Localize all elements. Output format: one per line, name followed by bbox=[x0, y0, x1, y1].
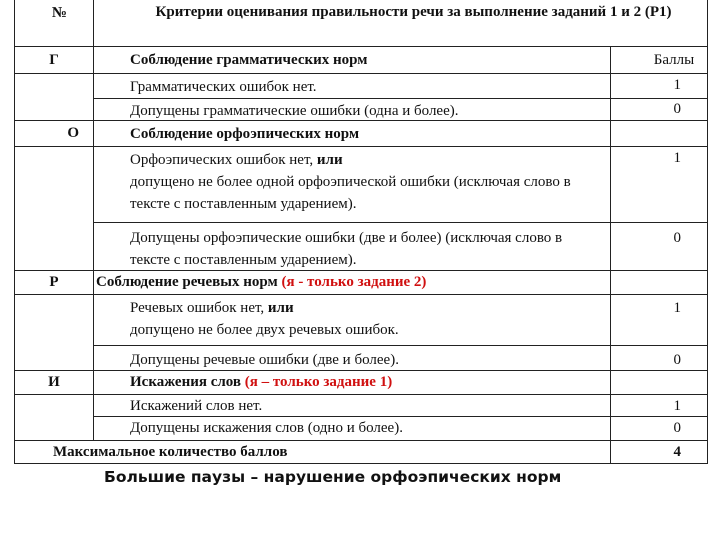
total-score: 4 bbox=[610, 440, 708, 464]
empty-cell bbox=[14, 294, 94, 371]
criterion-text: Искажений слов нет. bbox=[93, 394, 611, 417]
empty-cell bbox=[610, 270, 708, 295]
criterion-score: 1 bbox=[610, 146, 708, 223]
criterion-score: 0 bbox=[610, 98, 708, 121]
section-title-o: Соблюдение орфоэпических норм bbox=[93, 120, 611, 147]
empty-cell bbox=[14, 394, 94, 441]
criterion-text: Допущены грамматические ошибки (одна и более). bbox=[93, 98, 611, 121]
criterion-text: Допущены орфоэпические ошибки (две и более) (исключая слово в тексте с поставленным ударением). bbox=[93, 222, 611, 271]
section-title-g: Соблюдение грамматических норм bbox=[93, 46, 611, 74]
total-label: Максимальное количество баллов bbox=[14, 440, 611, 464]
criterion-text bbox=[93, 146, 611, 223]
section-code-o: О bbox=[14, 120, 94, 147]
header-num: № bbox=[14, 0, 94, 47]
criterion-score: 1 bbox=[610, 294, 708, 346]
criterion-text-part: допущено не более одной орфоэпической ошибки (исключая слово в тексте с поставленным ударением). bbox=[130, 174, 571, 212]
criterion-text: Допущены речевые ошибки (две и более). bbox=[93, 345, 611, 371]
section-title-text: Соблюдение речевых норм bbox=[96, 274, 278, 290]
or-keyword: или bbox=[316, 152, 343, 168]
criterion-score: 0 bbox=[610, 345, 708, 371]
section-note: (я - только задание 2) bbox=[281, 274, 427, 290]
criterion-score: 1 bbox=[610, 394, 708, 417]
criterion-text: Грамматических ошибок нет. bbox=[93, 73, 611, 99]
criterion-score: 1 bbox=[610, 73, 708, 99]
criterion-text-part: Речевых ошибок нет, bbox=[130, 300, 268, 316]
section-code-r: Р bbox=[14, 270, 94, 295]
empty-cell bbox=[610, 370, 708, 395]
criterion-text-part: Орфоэпических ошибок нет, bbox=[130, 152, 317, 168]
section-title-i bbox=[93, 370, 611, 395]
header-title: Критерии оценивания правильности речи за выполнение заданий 1 и 2 (Р1) bbox=[93, 0, 708, 47]
criterion-text-part: допущено не более двух речевых ошибок. bbox=[130, 322, 399, 338]
criterion-score: 0 bbox=[610, 416, 708, 441]
section-title-r bbox=[93, 270, 611, 295]
or-keyword: или bbox=[267, 300, 294, 316]
section-code-i: И bbox=[14, 370, 94, 395]
score-header: Баллы bbox=[610, 46, 708, 74]
caption: Большие паузы – нарушение орфоэпических норм bbox=[104, 468, 562, 486]
empty-cell bbox=[610, 120, 708, 147]
empty-cell bbox=[14, 73, 94, 121]
section-note: (я – только задание 1) bbox=[244, 374, 393, 390]
criterion-text bbox=[93, 294, 611, 346]
criterion-score: 0 bbox=[610, 222, 708, 271]
criterion-text: Допущены искажения слов (одно и более). bbox=[93, 416, 611, 441]
section-code-g: Г bbox=[14, 46, 94, 74]
section-title-text: Искажения слов bbox=[130, 374, 242, 390]
empty-cell bbox=[14, 146, 94, 271]
